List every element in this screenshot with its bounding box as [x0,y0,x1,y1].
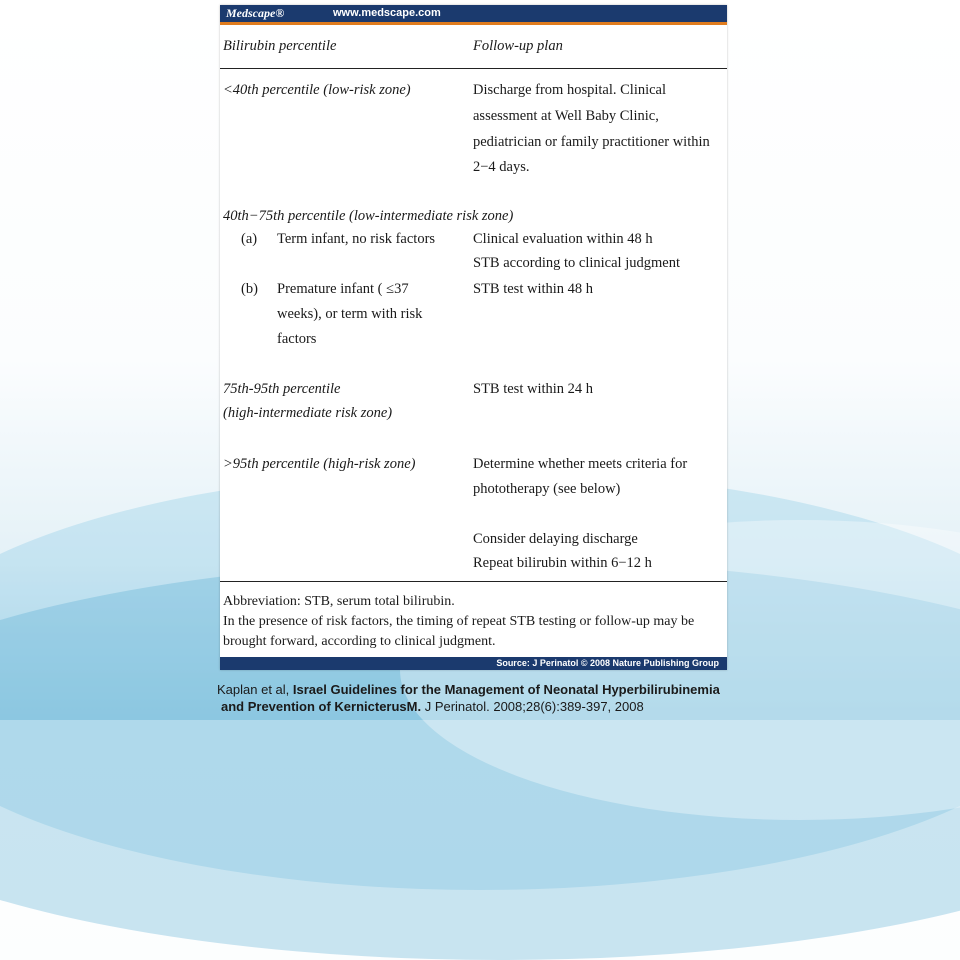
column-header-follow-up-plan: Follow-up plan [473,38,563,54]
plan-line: Repeat bilirubin within 6−12 h [473,555,652,571]
header-divider [220,68,727,69]
note-risk-factors-continued: brought forward, according to clinical judgment. [223,634,496,649]
caption-authors: Kaplan et al, [217,682,293,697]
plan-line: STB test within 48 h [473,281,594,297]
citation-caption [217,681,720,715]
plan-line: Clinical evaluation within 48 h [473,231,653,247]
condition-line: Premature infant ( ≤37 [277,281,409,297]
plan-line: phototherapy (see below) [473,481,621,497]
caption-citation: J Perinatol. 2008;28(6):389-397, 2008 [421,699,644,714]
plan-line: assessment at Well Baby Clinic, [473,108,659,124]
plan-line: Determine whether meets criteria for [473,456,688,472]
condition-line: factors [277,331,317,347]
plan-line: Consider delaying discharge [473,531,638,547]
caption-line-1 [217,681,720,698]
medscape-url: www.medscape.com [333,7,441,19]
source-credit: Source: J Perinatol © 2008 Nature Publishing Group [496,658,719,668]
sub-label-a: (a) [241,231,258,247]
note-abbreviation: Abbreviation: STB, serum total bilirubin. [223,594,455,609]
guideline-table-image [220,5,727,670]
plan-line: STB test within 24 h [473,381,594,397]
medscape-header-bar [220,5,727,25]
zone-high-intermediate-risk-subtitle: (high-intermediate risk zone) [223,405,393,421]
plan-line: pediatrician or family practitioner within [473,134,710,150]
zone-low-risk: <40th percentile (low-risk zone) [223,82,411,98]
caption-title-line-2: and Prevention of KernicterusM. [221,699,422,714]
caption-line-2 [217,698,720,715]
sub-label-b: (b) [241,281,258,297]
plan-line: STB according to clinical judgment [473,255,680,271]
condition-line: Term infant, no risk factors [277,231,436,247]
plan-line: Discharge from hospital. Clinical [473,82,667,98]
column-header-bilirubin-percentile: Bilirubin percentile [223,38,337,54]
source-footer-bar [220,657,727,670]
plan-line: 2−4 days. [473,159,530,175]
caption-title-line-1: Israel Guidelines for the Management of Neonatal Hyperbilirubinemia [292,682,720,697]
medscape-logo: Medscape® [226,6,285,20]
zone-high-intermediate-risk: 75th-95th percentile [223,381,341,397]
zone-high-risk: >95th percentile (high-risk zone) [223,456,416,472]
condition-line: weeks), or term with risk [277,306,423,322]
zone-low-intermediate-risk: 40th−75th percentile (low-intermediate risk zone) [223,208,514,224]
note-risk-factors: In the presence of risk factors, the timing of repeat STB testing or follow-up may be [223,614,695,629]
notes-divider [220,581,727,582]
